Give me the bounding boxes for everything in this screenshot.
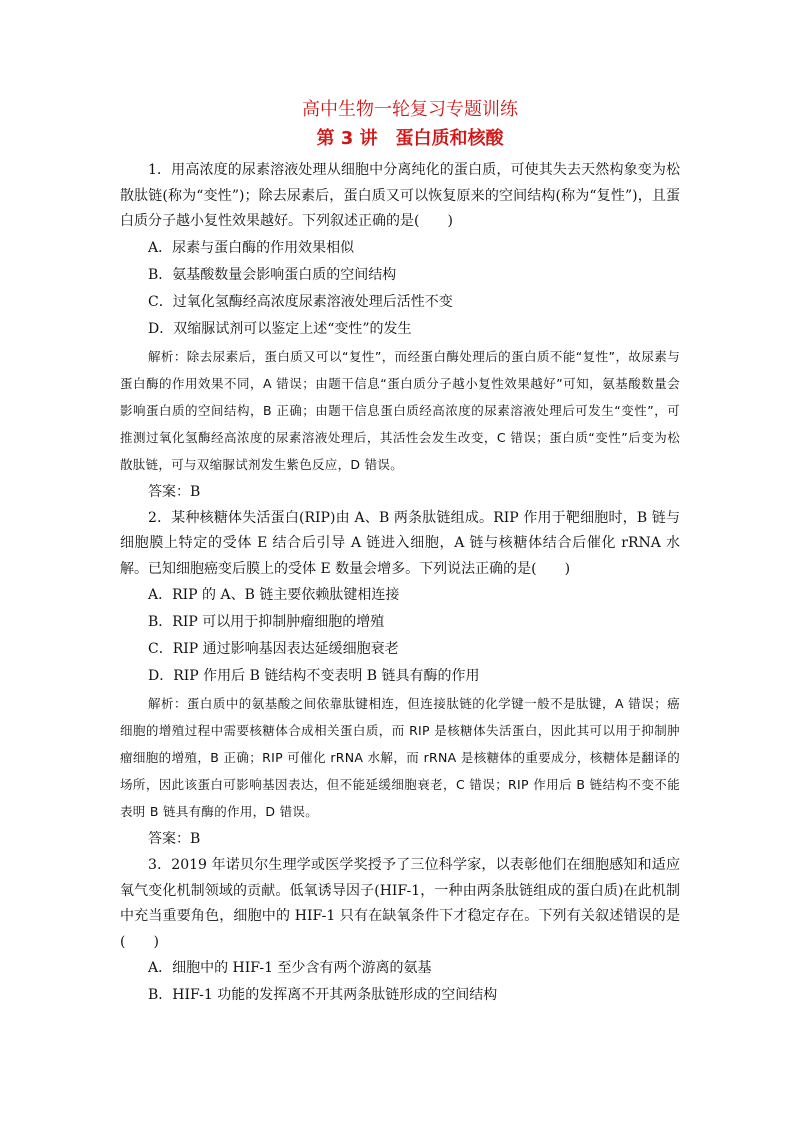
question-stem: 2．某种核糖体失活蛋白(RIP)由 A、B 两条肽链组成。RIP 作用于靶细胞时，B 链与细胞膜上特定的受体 E 结合后引导 A 链进入细胞，A 链与核糖体结合后催化 rRNA 水解。已知细胞癌变后膜上的受体 E 数量会增多。下列说法正确的是( )	[120, 509, 680, 577]
question-1	[120, 158, 680, 506]
lecture-subtitle: 第 3 讲 蛋白质和核酸	[316, 128, 504, 149]
question-3	[120, 853, 680, 1009]
option-b: B．氨基酸数量会影响蛋白质的空间结构	[148, 266, 397, 283]
option-a: A．尿素与蛋白酶的作用效果相似	[148, 239, 355, 256]
option-a: A．RIP 的 A、B 链主要依赖肽键相连接	[148, 587, 400, 603]
answer-text: 答案：B	[148, 483, 201, 500]
document-page	[120, 96, 680, 1009]
analysis-text: 解析：除去尿素后，蛋白质又可以“复性”，而经蛋白酶处理后的蛋白质不能“复性”，故尿素与蛋白酶的作用效果不同，A 错误；由题干信息“蛋白质分子越小复性效果越好”可知，氨基酸数量会影响蛋白质的空间结构，B 正确；由题干信息蛋白质经高浓度的尿素溶液处理后可发生“变性”，可推测过氧化氢酶经高浓度的尿素溶液处理后，其活性会发生改变，C 错误；蛋白质“变性”后变为松散肽链，可与双缩脲试剂发生紫色反应，D 错误。	[120, 348, 680, 472]
option-b: B．HIF-1 功能的发挥离不开其两条肽链形成的空间结构	[148, 987, 498, 1003]
option-c: C．过氧化氢酶经高浓度尿素溶液处理后活性不变	[148, 293, 453, 310]
analysis-text: 解析：蛋白质中的氨基酸之间依靠肽键相连，但连接肽链的化学键一般不是肽键，A 错误；癌细胞的增殖过程中需要核糖体合成相关蛋白质，而 RIP 是核糖体失活蛋白，因此其可以用于抑制肿瘤细胞的增殖，B 正确；RIP 可催化 rRNA 水解，而 rRNA 是核糖体的重要成分，核糖体是翻译的场所，因此该蛋白可影响基因表达，但不能延缓细胞衰老，C 错误；RIP 作用后 B 链结构不变不能表明 B 链具有酶的作用，D 错误。	[120, 696, 680, 819]
question-stem: 3．2019 年诺贝尔生理学或医学奖授予了三位科学家，以表彰他们在细胞感知和适应氧气变化机制领域的贡献。低氧诱导因子(HIF-1，一种由两条肽链组成的蛋白质)在此机制中充当重要角色，细胞中的 HIF-1 只有在缺氧条件下才稳定存在。下列有关叙述错误的是( )	[120, 857, 680, 950]
question-stem: 1．用高浓度的尿素溶液处理从细胞中分离纯化的蛋白质，可使其失去天然构象变为松散肽链(称为“变性”)；除去尿素后，蛋白质又可以恢复原来的空间结构(称为“复性”)，且蛋白质分子越小复性效果越好。下列叙述正确的是( )	[120, 162, 680, 229]
option-b: B．RIP 可以用于抑制肿瘤细胞的增殖	[148, 614, 385, 630]
option-c: C．RIP 通过影响基因表达延缓细胞衰老	[148, 641, 399, 657]
option-a: A．细胞中的 HIF-1 至少含有两个游离的氨基	[148, 960, 432, 976]
option-d: D．RIP 作用后 B 链结构不变表明 B 链具有酶的作用	[148, 668, 480, 684]
answer-text: 答案：B	[148, 831, 201, 847]
question-2	[120, 506, 680, 854]
option-d: D．双缩脲试剂可以鉴定上述“变性”的发生	[148, 320, 412, 337]
document-title: 高中生物一轮复习专题训练	[302, 99, 518, 120]
